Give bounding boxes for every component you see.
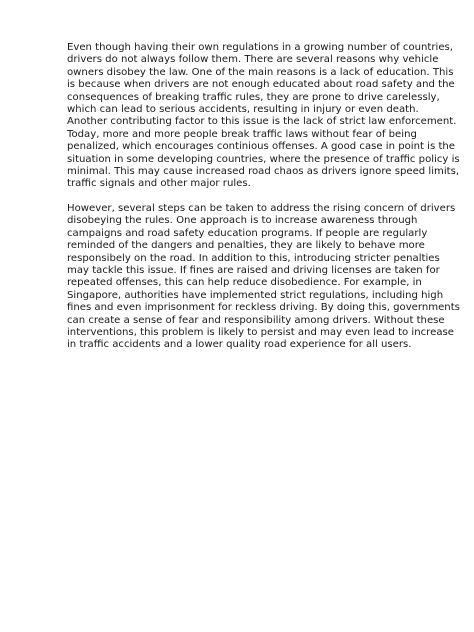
paragraph-2 — [67, 203, 460, 352]
paragraph-1-line: Even though having their own regulations in a growing number of countries, — [67, 42, 454, 53]
paragraph-2-line: interventions, this problem is likely to persist and may even lead to increase — [67, 326, 454, 338]
paragraph-1-line: Another contributing factor to this issue is the lack of strict law enforcement. — [67, 116, 457, 128]
paragraph-2-line: campaigns and road safety education programs. If people are regularly — [67, 227, 428, 239]
paragraph-1-line: consequences of breaking traffic rules, they are prone to drive carelessly, — [67, 91, 440, 103]
paragraph-1-line: is because when drivers are not enough educated about road safety and the — [67, 79, 455, 91]
paragraph-1-line: traffic signals and other major rules. — [67, 178, 251, 190]
paragraph-2-line: repeated offenses, this can help reduce disobedience. For example, in — [67, 277, 422, 289]
paragraph-2-line: disobeying the rules. One approach is to increase awareness through — [67, 215, 418, 227]
paragraph-2-line: responsibely on the road. In addition to this, introducing stricter penalties — [67, 252, 440, 264]
paragraph-1 — [67, 42, 460, 191]
paragraph-1-line: minimal. This may cause increased road chaos as drivers ignore speed limits, — [67, 165, 460, 177]
paragraph-1-line: drivers do not always follow them. There are several reasons why vehicle — [67, 54, 439, 66]
paragraph-1-line: penalized, which encourages continious offenses. A good case in point is the — [67, 141, 456, 153]
paragraph-2-line: reminded of the dangers and penalties, they are likely to behave more — [67, 240, 425, 252]
paragraph-2-line: Singapore, authorities have implemented strict regulations, including high — [67, 289, 444, 301]
paragraph-1-line: Today, more and more people break traffic laws without fear of being — [67, 128, 417, 140]
paragraph-1-line: situation in some developing countries, where the presence of traffic policy is — [67, 153, 460, 165]
paragraph-1-line: owners disobey the law. One of the main reasons is a lack of education. This — [67, 66, 454, 78]
paragraph-2-line: in traffic accidents and a lower quality road experience for all users. — [67, 339, 412, 351]
paragraph-2-line: However, several steps can be taken to address the rising concern of drivers — [67, 203, 456, 215]
paragraph-2-line: may tackle this issue. If fines are raised and driving licenses are taken for — [67, 265, 440, 277]
essay-body — [67, 42, 460, 352]
paragraph-2-line: can create a sense of fear and responsibility among drivers. Without these — [67, 314, 445, 326]
paragraph-2-line: fines and even imprisonment for reckless driving. By doing this, governments — [67, 302, 460, 314]
paragraph-1-line: which can lead to serious accidents, resulting in injury or even death. — [67, 103, 419, 115]
